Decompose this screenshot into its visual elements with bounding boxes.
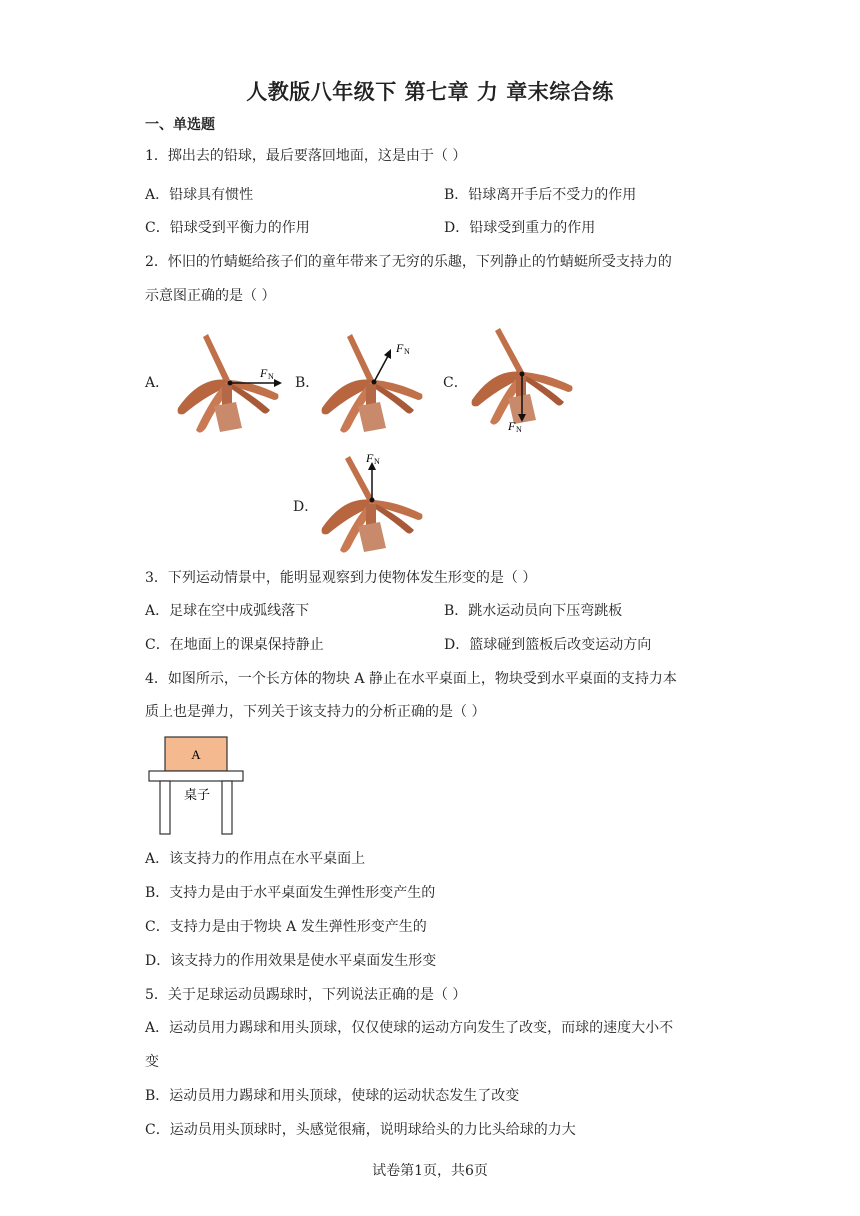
q2-option-b-label: B． <box>295 375 320 391</box>
dragonfly-figure-d <box>320 450 440 560</box>
question-4-stem-line2: 质上也是弹力，下列关于该支持力的分析正确的是（ ） <box>145 704 486 720</box>
question-5-stem: 5．关于足球运动员踢球时，下列说法正确的是（ ） <box>145 987 467 1003</box>
question-2-stem-line1: 2．怀旧的竹蜻蜓给孩子们的童年带来了无穷的乐趣，下列静止的竹蜻蜓所受支持力的 <box>145 254 672 270</box>
force-sub-a: N <box>268 372 274 381</box>
force-label-d: F <box>366 451 374 465</box>
question-4-option-b: B．支持力是由于水平桌面发生弹性形变产生的 <box>145 885 436 901</box>
q2-option-c-label: C． <box>443 375 468 391</box>
question-5-option-c: C．运动员用头顶球时，头感觉很痛，说明球给头的力比头给球的力大 <box>145 1122 576 1138</box>
question-1-option-d: D．铅球受到重力的作用 <box>444 220 596 236</box>
dragonfly-figure-b <box>318 328 438 438</box>
question-3-option-d: D．篮球碰到篮板后改变运动方向 <box>444 637 652 653</box>
question-1-option-b: B．铅球离开手后不受力的作用 <box>444 187 637 203</box>
question-5-option-b: B．运动员用力踢球和用头顶球，使球的运动状态发生了改变 <box>145 1088 520 1104</box>
block-on-table-figure <box>145 736 247 836</box>
q2-option-a-label: A． <box>145 375 170 391</box>
force-label-b: F <box>396 341 404 355</box>
question-3-stem: 3．下列运动情景中，能明显观察到力使物体发生形变的是（ ） <box>145 570 537 586</box>
section-heading: 一、单选题 <box>145 117 215 133</box>
question-1-option-a: A．铅球具有惯性 <box>145 187 254 203</box>
question-3-option-b: B．跳水运动员向下压弯跳板 <box>444 603 623 619</box>
page-footer: 试卷第1页，共6页 <box>372 1163 488 1179</box>
force-sub-c: N <box>516 425 522 434</box>
question-5-option-a-line1: A．运动员用力踢球和用头顶球，仅仅使球的运动方向发生了改变，而球的速度大小不 <box>145 1020 674 1036</box>
question-4-option-c: C．支持力是由于物块 A 发生弹性形变产生的 <box>145 919 427 935</box>
dragonfly-figure-a <box>170 328 290 438</box>
block-a-label: A <box>191 747 201 762</box>
force-sub-d: N <box>374 457 380 466</box>
dragonfly-figure-c <box>468 322 588 442</box>
question-1-stem: 1．掷出去的铅球，最后要落回地面，这是由于（ ） <box>145 148 467 164</box>
question-4-option-a: A．该支持力的作用点在水平桌面上 <box>145 851 366 867</box>
force-label-a: F <box>260 366 268 380</box>
table-leg-left <box>160 781 170 834</box>
question-4-option-d: D．该支持力的作用效果是使水平桌面发生形变 <box>145 953 437 969</box>
question-3-option-a: A．足球在空中成弧线落下 <box>145 603 310 619</box>
question-5-option-a-line2: 变 <box>145 1054 159 1070</box>
question-4-stem-line1: 4．如图所示，一个长方体的物块 A 静止在水平桌面上，物块受到水平桌面的支持力本 <box>145 671 677 687</box>
table-leg-right <box>222 781 232 834</box>
question-3-option-c: C．在地面上的课桌保持静止 <box>145 637 324 653</box>
question-1-option-c: C．铅球受到平衡力的作用 <box>145 220 310 236</box>
table-label: 桌子 <box>183 788 211 803</box>
q2-option-d-label: D． <box>293 499 319 515</box>
force-sub-b: N <box>404 347 410 356</box>
force-label-c: F <box>508 419 516 433</box>
table-top <box>149 771 243 781</box>
question-2-stem-line2: 示意图正确的是（ ） <box>145 288 276 304</box>
page-title: 人教版八年级下 第七章 力 章末综合练 <box>246 80 614 104</box>
